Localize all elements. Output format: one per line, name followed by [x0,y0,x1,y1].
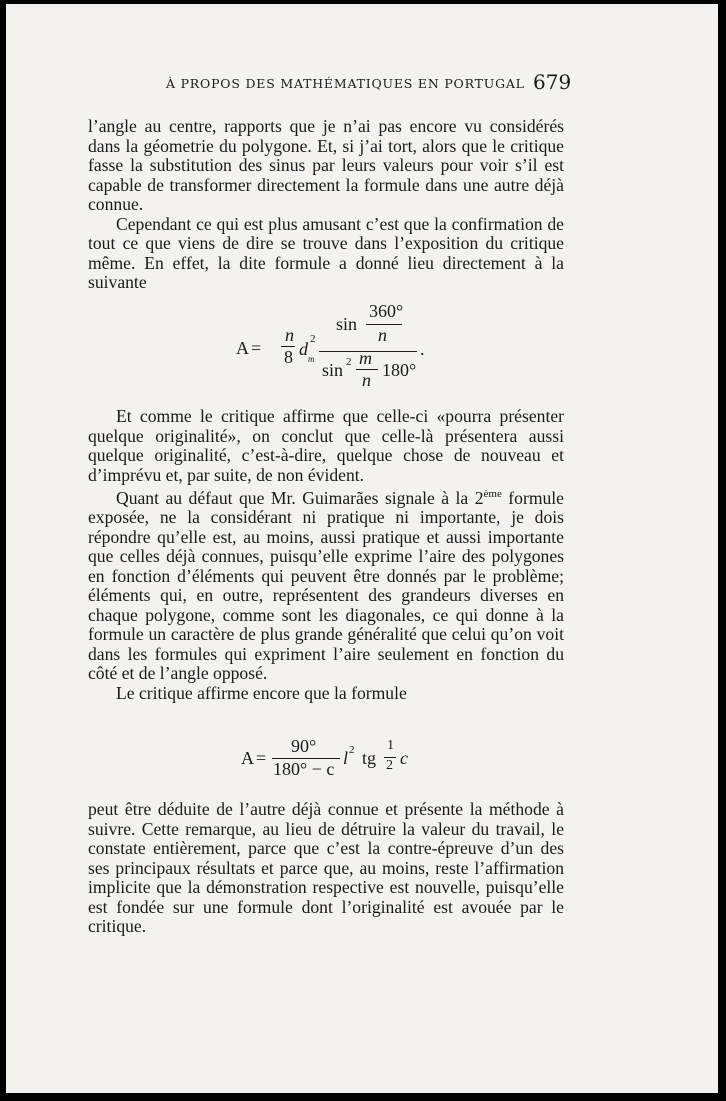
formula-area-polygon [6,284,726,390]
formula1-sin2-sup: 2 [346,356,352,368]
formula1-period: . [420,339,425,359]
formula1-n: n [362,370,371,390]
running-title: À PROPOS DES MATHÉMATIQUES EN PORTUGAL [166,76,525,91]
formula2-half-denominator: 2 [386,758,393,773]
formula-area-tangent [6,734,726,794]
paragraph-5: Le critique affirme encore que la formule [116,682,407,703]
paragraph-1: l’angle au centre, rapports que je n’ai pas encore vu considérés dans la géometrie du polygone. Et, si j’ai tort, alors que le critique fasse la substitution des sinus par leurs valeurs pour voir s’il est capable de transformer directement la formule dans une autre déjà connue. [88,116,564,214]
text-block-bottom [88,800,564,937]
formula1-lhs: A [236,338,249,358]
formula2-lhs: A [241,748,254,768]
formula1-d-sub: m [308,354,315,364]
formula1-m: m [359,348,372,368]
formula1-angle-denominator: n [378,325,387,345]
formula2-l: l [343,748,349,768]
book-page [6,4,718,1093]
formula1-180: 180° [382,360,417,380]
formula1-d: d [299,339,308,359]
formula1-angle-numerator: 360° [369,301,404,321]
paragraph-2: Cependant ce qui est plus amusant c’est que la confirmation de tout ce que viens de dire se trouve dans l’exposition du critique même. En effet, la dite formule a donné lieu directement à la suivante [88,213,564,292]
paragraph-4: Quant au défaut que Mr. Guimarães signale à la 2ème formule exposée, ne la considérant ni pratique ni importante, je dois répondre qu’elle est, au moins, aussi pratique et aussi importante que celles déjà connues, puisqu’elle exprime l’aire des polygones en fonction d’éléments qui peuvent être donnés par le problème; éléments qui, en outre, représentent des grandeurs diverses en chaque polygone, comme sont les diagonales, ce qui donne à la formule un caractère de plus grande généralité que celui qu’on voit dans les formules qui expriment l’aire seulement en fonction du côté et de l’angle opposé. [88,487,564,684]
text-block-top [88,117,564,293]
paragraph-3: Et comme le critique affirme que celle-ci «pourra présenter quelque originalité», on conclut que celle-là présentera aussi quelque originalité, c’est-à-dire, quelque chose de nouveau et d’imprévu et, par suite, de non évident. [88,406,564,485]
formula1-sin: sin [336,314,358,334]
formula2-half-numerator: 1 [387,738,394,753]
formula1-frac-numerator: n [285,325,294,345]
formula1-equals: = [251,338,262,358]
page-number: 679 [533,70,572,94]
formula2-c: c [400,748,408,768]
formula1-frac-denominator: 8 [284,347,293,367]
formula2-tg: tg [362,748,377,768]
text-block-middle [88,407,564,703]
formula2-numerator: 90° [291,736,317,756]
paragraph-6: peut être déduite de l’autre déjà connue et présente la méthode à suivre. Cette remarque, au lieu de détruire la valeur du travail, le constate entièrement, parce que c’est la contre-épreuve d’un des ses principaux résultats et parce que, au moins, reste l’affirmation implicite que la démonstration respective est nouvelle, puisqu’elle est fondée sur une formule dont l’originalité est avouée par le critique. [88,799,564,936]
formula2-denominator: 180° − c [273,759,335,779]
formula2-l-sup: 2 [349,744,355,756]
formula1-d-sup: 2 [310,333,316,345]
formula1-sin2: sin [322,360,344,380]
formula2-equals: = [256,748,267,768]
